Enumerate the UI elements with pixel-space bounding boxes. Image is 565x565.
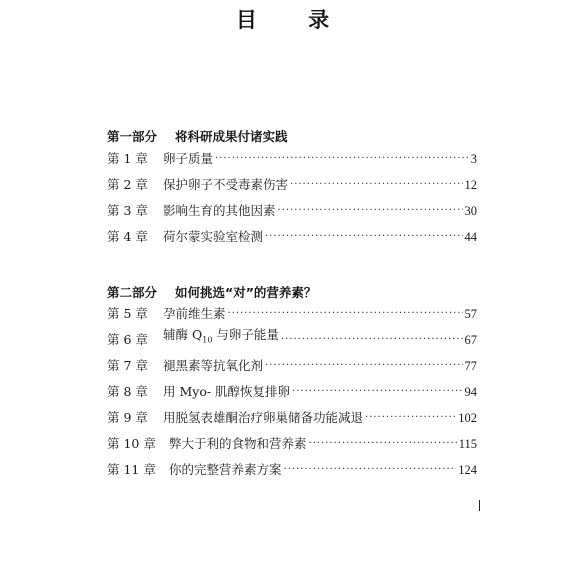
leader-dots: [284, 462, 457, 478]
chapter-number: 第 11 章: [107, 462, 156, 477]
chapter-title: 你的完整营养素方案: [169, 462, 282, 477]
toc-entry[interactable]: [107, 177, 477, 193]
toc-entry[interactable]: [107, 384, 477, 400]
page-number: 77: [464, 359, 477, 373]
part-heading-1: [107, 127, 288, 145]
chapter-title: 荷尔蒙实验室检测: [163, 229, 264, 244]
chapter-title: [163, 327, 279, 349]
toc-entry[interactable]: [107, 306, 477, 322]
toc-entry[interactable]: [107, 462, 477, 478]
chapter-number: 第 9 章: [107, 410, 148, 425]
page-number: 57: [464, 307, 477, 321]
toc-entry[interactable]: [107, 358, 477, 374]
toc-entry[interactable]: [107, 410, 477, 426]
toc-entry[interactable]: [107, 203, 477, 219]
page-number: 115: [458, 437, 477, 451]
chapter-number: 第 6 章: [107, 332, 148, 347]
page-number: 67: [464, 333, 477, 347]
page-edge-marker: [479, 500, 480, 511]
chapter-title-post: 与卵子能量: [212, 326, 279, 342]
chapter-title: 保护卵子不受毒素伤害: [163, 177, 289, 192]
chapter-title: 孕前维生素: [163, 306, 226, 321]
leader-dots: [292, 384, 462, 400]
leader-dots: [265, 229, 462, 245]
chapter-title: 卵子质量: [163, 151, 214, 166]
page-number: 94: [464, 385, 477, 399]
chapter-number: 第 3 章: [107, 203, 148, 218]
leader-dots: [281, 332, 463, 348]
toc-entry[interactable]: [107, 151, 477, 167]
chapter-title: 用脱氢表雄酮治疗卵巢储备功能减退: [163, 410, 364, 425]
part-title: 将科研成果付诸实践: [175, 129, 288, 144]
chapter-title-pre: 辅酶 Q: [163, 326, 203, 342]
chapter-title: 弊大于利的食物和营养素: [169, 436, 307, 451]
leader-dots: [290, 177, 462, 193]
part-heading-2: [107, 283, 316, 301]
leader-dots: [365, 410, 456, 426]
leader-dots: [265, 358, 462, 374]
leader-dots: [309, 436, 457, 452]
chapter-number: 第 1 章: [107, 151, 148, 166]
page-title: 目 录: [235, 8, 352, 32]
page-number: 44: [464, 230, 477, 244]
chapter-title: 影响生育的其他因素: [163, 203, 276, 218]
chapter-number: 第 2 章: [107, 177, 148, 192]
leader-dots: [228, 306, 463, 322]
chapter-number: 第 5 章: [107, 306, 148, 321]
part-number: 第二部分: [107, 285, 158, 300]
chapter-title: 用 Myo- 肌醇恢复排卵: [163, 384, 291, 399]
page-number: 12: [464, 178, 477, 192]
part-title: 如何挑选“对”的营养素？: [175, 285, 317, 300]
part-number: 第一部分: [107, 129, 158, 144]
page-number: 3: [470, 152, 477, 166]
page-number: 30: [464, 204, 477, 218]
chapter-number: 第 10 章: [107, 436, 156, 451]
toc-entry[interactable]: [107, 229, 477, 245]
chapter-title-subscript: 10: [202, 335, 213, 344]
chapter-title: 褪黑素等抗氧化剂: [163, 358, 264, 373]
page-number: 124: [458, 463, 477, 477]
toc-entry[interactable]: [107, 326, 477, 348]
leader-dots: [215, 151, 469, 167]
chapter-number: 第 8 章: [107, 384, 148, 399]
leader-dots: [278, 203, 463, 219]
toc-entry[interactable]: [107, 436, 477, 452]
chapter-number: 第 7 章: [107, 358, 148, 373]
page-number: 102: [458, 411, 477, 425]
chapter-number: 第 4 章: [107, 229, 148, 244]
